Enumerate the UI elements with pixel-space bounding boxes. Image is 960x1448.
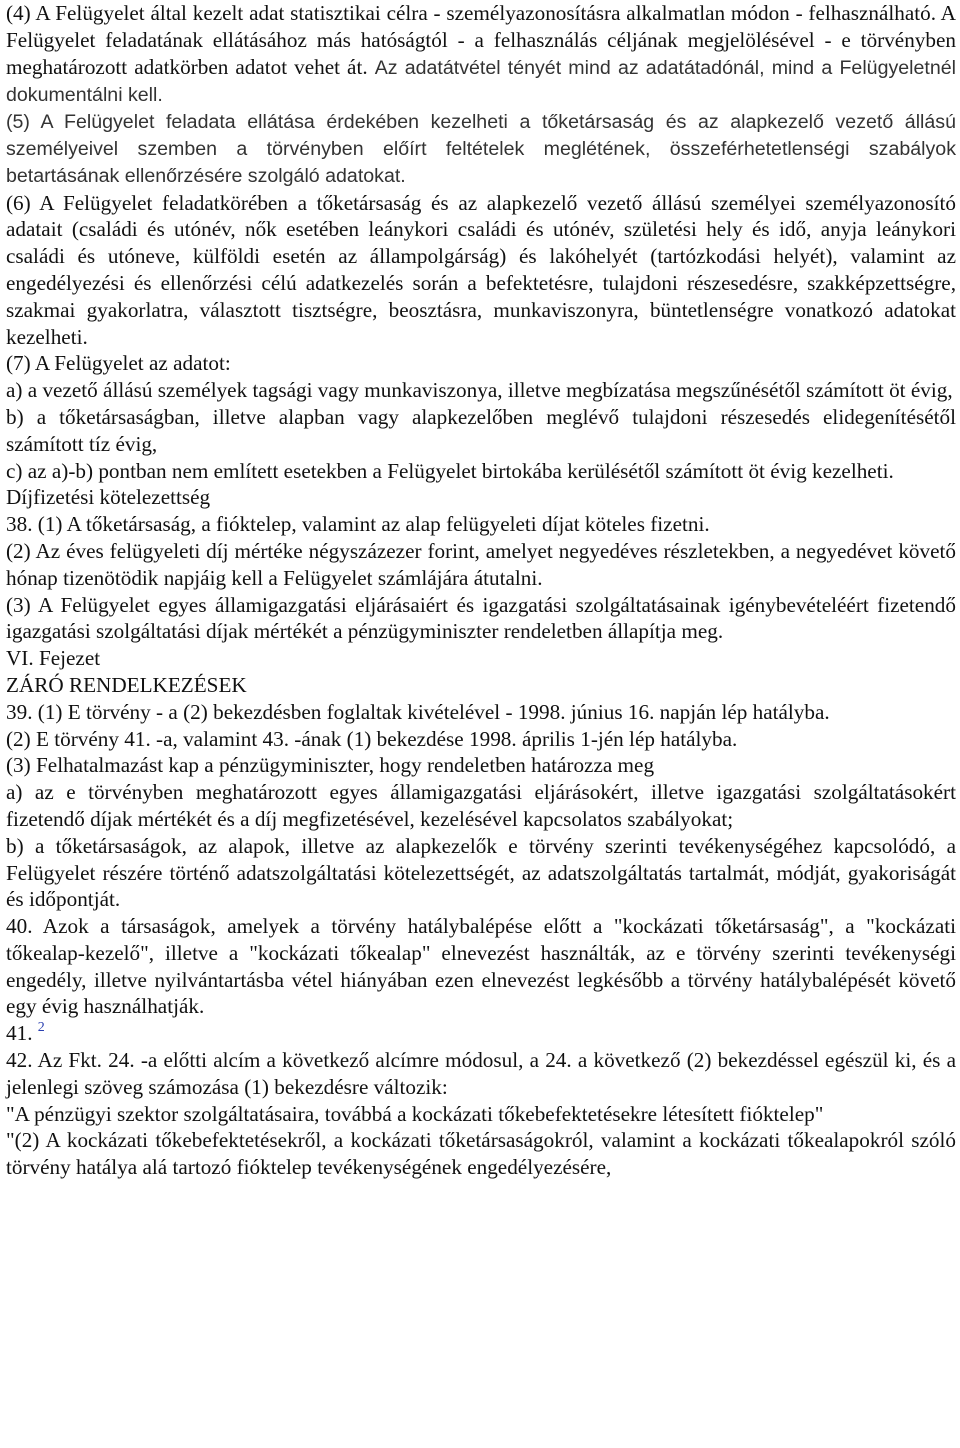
section-40: 40. Azok a társaságok, amelyek a törvény hatálybalépése előtt a "kockázati tőketársaság", a "kockázati tőkealap-kezelő", illetve a "kockázati tőkealap" elnevezést használták, az e törvény szerinti tevékenységi engedély, illetve nyilvántartásba vétel hiányában ezen elnevezést legkésőbb a törvény hatálybalépését követő egy évig használhatják. (6, 914, 956, 1019)
section-39-2: (2) E törvény 41. -a, valamint 43. -ának (1) bekezdése 1998. április 1-jén lép hatályba. (6, 726, 738, 751)
section-42-quote-2: "(2) A kockázati tőkebefektetésekről, a kockázati tőketársaságokról, valamint a kockázati tőkealapokról szóló törvény hatálya alá tartozó fióktelep tevékenységének engedélyezésére, (6, 1128, 956, 1180)
section-38-3: (3) A Felügyelet egyes államigazgatási eljárásaiért és igazgatási szolgáltatásainak igénybevételéért fizetendő igazgatási szolgáltatási díjak mértékét a pénzügyminiszter rendeletben állapítja meg. (6, 592, 956, 644)
paragraph-4-note: Az adatátvétel tényét mind az adatátadónál, mind a Felügyeletnél dokumentálni kell. (6, 56, 956, 107)
paragraph-6: (6) A Felügyelet feladatkörében a tőketársaság és az alapkezelő vezető állású személyei személyazonosító adatait (családi és utónév, nők esetében leánykori családi és utónév, születési hely és idő, anyja leánykori családi és utóneve, külföldi esetén az állampolgárság) és lakóhelyét (tartózkodási helyét), valamint az engedélyezési és ellenőrzési célú adatkezelés során a befektetésre, tulajdoni részesedésre, szakképzettségre, szakmai gyakorlatra, választott tisztségre, beosztásra, munkaviszonyra, büntetlenségre vonatkozó adatokat kezelheti. (6, 190, 956, 349)
chapter-heading: VI. Fejezet (6, 646, 101, 671)
section-38-2: (2) Az éves felügyeleti díj mértéke négyszázezer forint, amelyet negyedéves részletekben, a negyedévet követő hónap tizenötödik napjáig kell a Felügyelet számlájára átutalni. (6, 538, 956, 590)
paragraph-7b: b) a tőketársaságban, illetve alapban vagy alapkezelőben meglévő tulajdoni részesedés elidegenítésétől számított tíz évig, (6, 404, 956, 456)
chapter-title: ZÁRÓ RENDELKEZÉSEK (6, 672, 247, 697)
section-39-1: 39. (1) E törvény - a (2) bekezdésben foglaltak kivételével - 1998. június 16. napján lép hatályba. (6, 699, 830, 724)
paragraph-4 (6, 0, 956, 109)
section-38-1: 38. (1) A tőketársaság, a fióktelep, valamint az alap felügyeleti díjat köteles fizetni. (6, 512, 710, 537)
section-39-3: (3) Felhatalmazást kap a pénzügyminiszter, hogy rendeletben határozza meg (6, 753, 655, 778)
paragraph-5: (5) A Felügyelet feladata ellátása érdekében kezelheti a tőketársaság és az alapkezelő vezető állású személyeivel szemben a törvényben előírt feltételek meglétének, összeférhetetlenségi szabályok betartásának ellenőrzésére szolgáló adatokat. (6, 111, 956, 187)
section-heading-dijfizetes: Díjfizetési kötelezettség (6, 485, 211, 510)
section-41 (6, 1020, 956, 1047)
footnote-link[interactable]: 2 (37, 1020, 45, 1036)
section-42-quote-1: "A pénzügyi szektor szolgáltatásaira, továbbá a kockázati tőkebefektetésekre létesített fióktelep" (6, 1101, 824, 1126)
section-42: 42. Az Fkt. 24. -a előtti alcím a következő alcímre módosul, a 24. a következő (2) bekezdéssel egészül ki, és a jelenlegi szöveg számozása (1) bekezdésre változik: (6, 1048, 956, 1099)
paragraph-7a: a) a vezető állású személyek tagsági vagy munkaviszonya, illetve megbízatása megszűnésétől számított öt évig, (6, 378, 953, 403)
paragraph-7c: c) az a)-b) pontban nem említett esetekben a Felügyelet birtokába kerülésétől számított öt évig kezelheti. (6, 458, 894, 483)
section-39-3b: b) a tőketársaságok, az alapok, illetve az alapkezelők e törvény szerinti tevékenységéhez kapcsolódó, a Felügyelet részére történő adatszolgáltatási kötelezettségét, az adatszolgáltatás tartalmát, módját, gyakoriságát és időpontját. (6, 833, 956, 912)
paragraph-7: (7) A Felügyelet az adatot: (6, 351, 231, 376)
section-39-3a: a) az e törvényben meghatározott egyes államigazgatási eljárásokért, illetve igazgatási szolgáltatásokért fizetendő díjak mértékét és a díj megfizetésével, kezelésével kapcsolatos szabályokat; (6, 780, 956, 831)
paragraph-4-text: (4) A Felügyelet által kezelt adat statisztikai célra - személyazonosításra alkalmatlan módon - felhasználható. A Felügyelet feladatának ellátásához más hatóságtól - a felhasználás céljának megjelölésével - e törvényben meghatározott adatkörben adatot vehet át. (6, 1, 956, 79)
document-page (6, 0, 956, 1181)
section-41-text: 41. (6, 1021, 38, 1046)
